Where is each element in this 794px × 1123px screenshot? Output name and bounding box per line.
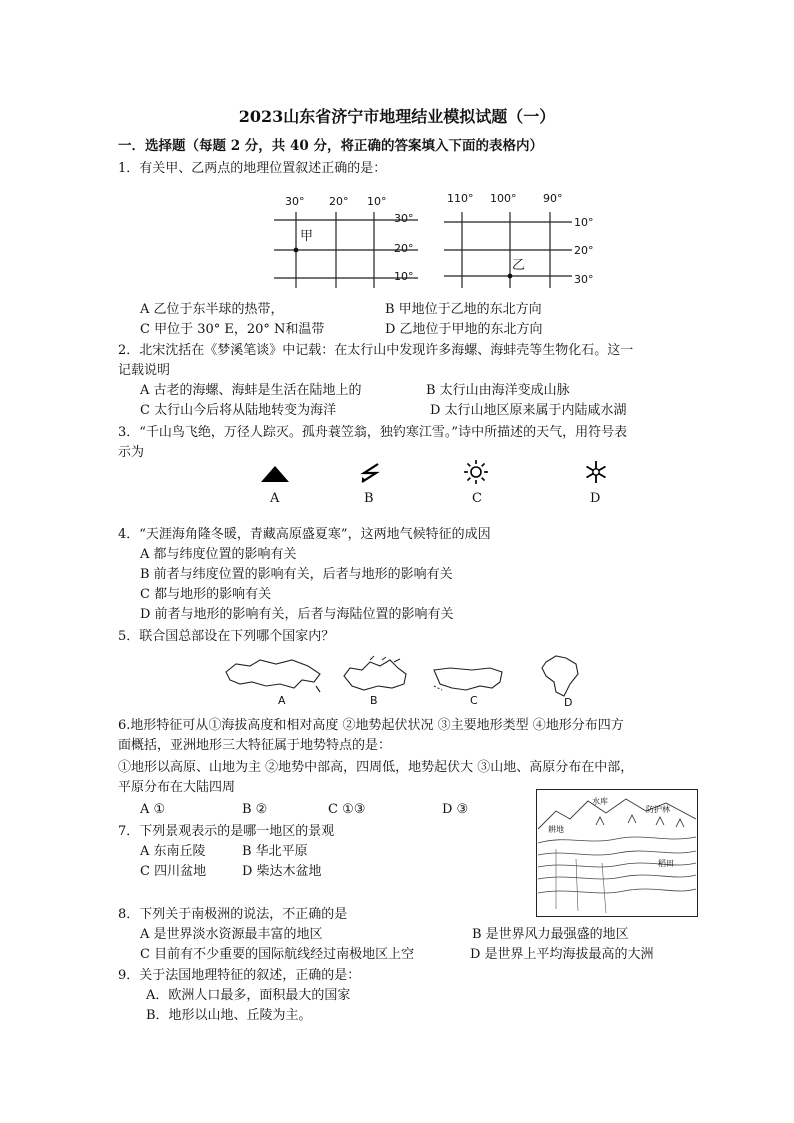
figure-label-paddy: 稻田 [658, 859, 674, 868]
point-label-yi: 乙 [512, 258, 526, 273]
lat-label: 30° [394, 212, 414, 225]
q8-option-c: C 目前有不少重要的国际航线经过南极地区上空 [140, 947, 415, 962]
q8-option-d: D 是世界上平均海拔最高的大洲 [470, 947, 654, 962]
question-6-statements-cont: 平原分布在大陆四周 [118, 780, 236, 795]
lon-label: 10° [367, 195, 387, 208]
lat-label: 30° [574, 273, 594, 286]
brazil-map-icon [538, 652, 582, 700]
q6-option-a: A ① [140, 802, 166, 817]
point-label-jia: 甲 [300, 229, 314, 244]
question-5-stem: 5．联合国总部设在下列哪个国家内？ [118, 629, 335, 644]
lat-label: 20° [394, 242, 414, 255]
sun-icon [462, 458, 490, 486]
triangle-icon [260, 464, 290, 484]
lon-label: 90° [543, 192, 563, 205]
figure-label-farmland: 耕地 [548, 825, 564, 834]
question-3-stem-cont: 示为 [118, 445, 145, 460]
q7-option-c: C 四川盆地 [140, 864, 207, 879]
page-title: 2023山东省济宁市地理结业模拟试题（一） [238, 107, 556, 126]
question-3-stem: 3．“千山鸟飞绝，万径人踪灭。孤舟蓑笠翁，独钓寒江雪。”诗中所描述的天气，用符号表 [118, 425, 628, 440]
figure-label-shelterbelt: 防护林 [646, 805, 670, 814]
russia-map-icon [222, 656, 326, 696]
q7-option-a: A 东南丘陵 [140, 844, 206, 859]
question-8-stem: 8．下列关于南极洲的说法，不正确的是 [118, 907, 348, 922]
q1-option-c: C 甲位于 30° E，20° N和温带 [140, 322, 325, 337]
q4-option-b: B 前者与纬度位置的影响有关，后者与地形的影响有关 [140, 567, 453, 582]
q1-option-b: B 甲地位于乙地的东北方向 [385, 302, 542, 317]
q3-option-c-label: C [472, 491, 482, 506]
q2-option-a: A 古老的海螺、海蚌是生活在陆地上的 [140, 383, 362, 398]
lat-label: 20° [574, 244, 594, 257]
q4-option-c: C 都与地形的影响有关 [140, 587, 272, 602]
question-9-stem: 9．关于法国地理特征的叙述，正确的是： [118, 968, 361, 983]
section-heading: 一．选择题（每题 2 分，共 40 分，将正确的答案填入下面的表格内） [118, 138, 543, 154]
question-2-stem: 2．北宋沈括在《梦溪笔谈》中记载：在太行山中发现许多海螺、海蚌壳等生物化石。这一 [118, 343, 634, 358]
q1-option-a: A 乙位于东半球的热带， [140, 302, 284, 317]
q5-map-a-label: A [278, 694, 286, 707]
q3-option-a-label: A [270, 491, 280, 506]
q2-option-c: C 太行山今后将从陆地转变为海洋 [140, 403, 337, 418]
lon-label: 20° [329, 195, 349, 208]
question-2-stem-cont: 记载说明 [118, 363, 171, 378]
lon-label: 110° [447, 192, 474, 205]
q5-map-d-label: D [564, 696, 573, 709]
q8-option-b: B 是世界风力最强盛的地区 [472, 927, 629, 942]
lon-label: 100° [490, 192, 517, 205]
usa-map-icon [430, 660, 510, 696]
q3-option-d-label: D [590, 491, 601, 506]
point-jia [294, 248, 299, 253]
lightning-icon [356, 462, 386, 484]
q2-option-d: D 太行山地区原来属于内陆咸水湖 [430, 403, 627, 418]
q4-option-a: A 都与纬度位置的影响有关 [140, 547, 297, 562]
question-6-stem: 6.地形特征可从①海拔高度和相对高度 ②地势起伏状况 ③主要地形类型 ④地形分布四方 [118, 718, 624, 733]
q4-option-d: D 前者与地形的影响有关，后者与海陆位置的影响有关 [140, 607, 454, 622]
question-1-stem: 1．有关甲、乙两点的地理位置叙述正确的是： [118, 161, 387, 176]
lon-label: 30° [285, 195, 305, 208]
landscape-figure [536, 789, 698, 917]
question-4-stem: 4．“天涯海角隆冬暖，青藏高原盛夏寒”，这两地气候特征的成因 [118, 527, 491, 542]
lat-label: 10° [394, 270, 414, 283]
lat-label: 10° [574, 216, 594, 229]
q9-option-a: A．欧洲人口最多，面积最大的国家 [146, 988, 351, 1003]
q5-map-c-label: C [470, 694, 478, 707]
q5-map-b-label: B [370, 694, 378, 707]
q1-option-d: D 乙地位于甲地的东北方向 [385, 322, 543, 337]
q8-option-a: A 是世界淡水资源最丰富的地区 [140, 927, 323, 942]
q6-option-c: C ①③ [328, 802, 366, 817]
q7-option-b: B 华北平原 [242, 844, 308, 859]
question-7-stem: 7．下列景观表示的是哪一地区的景观 [118, 824, 335, 839]
question-6-statements: ①地形以高原、山地为主 ②地势中部高，四周低，地势起伏大 ③山地、高原分布在中部， [118, 760, 634, 775]
q6-option-b: B ② [242, 802, 268, 817]
grid-lines-2 [440, 212, 590, 292]
q7-option-d: D 柴达木盆地 [242, 864, 322, 879]
q3-option-b-label: B [364, 491, 374, 506]
q6-option-d: D ③ [442, 802, 469, 817]
q9-option-b: B．地形以山地、丘陵为主。 [146, 1008, 312, 1023]
snowflake-icon [582, 458, 610, 486]
question-6-stem-cont: 面概括，亚洲地形三大特征属于地势特点的是： [118, 738, 392, 753]
q2-option-b: B 太行山由海洋变成山脉 [426, 383, 570, 398]
canada-map-icon [340, 656, 412, 696]
figure-label-reservoir: 水库 [592, 797, 608, 806]
